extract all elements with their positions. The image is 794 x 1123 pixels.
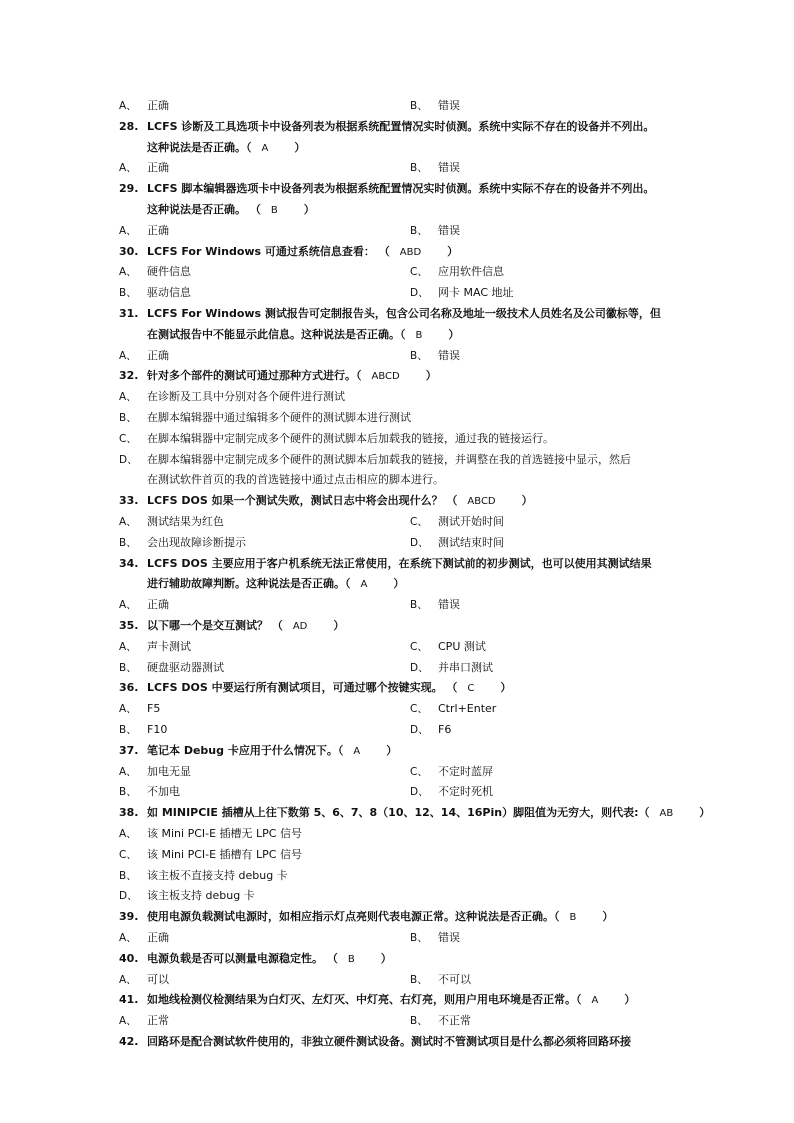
question-text: LCFS 脚本编辑器选项卡中设备列表为根据系统配置情况实时侦测。系统中实际不存在的设备并不列出。 xyxy=(147,182,655,196)
option-label: C、 xyxy=(410,703,428,716)
question-number: 29. xyxy=(119,182,139,196)
question-line xyxy=(0,803,794,823)
option-text: 不定时蓝屏 xyxy=(438,764,493,778)
option-label: D、 xyxy=(119,453,138,466)
option-label: A、 xyxy=(119,349,137,362)
option-label: B、 xyxy=(119,287,137,300)
option-row xyxy=(0,96,794,116)
option-label: B、 xyxy=(119,869,137,882)
option-row xyxy=(0,866,794,886)
option-label: C、 xyxy=(410,640,428,653)
answer-close: ） xyxy=(624,993,636,1007)
question-text: 电源负载是否可以测量电源稳定性。 （ B ） xyxy=(147,951,392,965)
answer-key: ABD xyxy=(399,246,422,258)
question-number: 35. xyxy=(119,619,139,632)
option-text: 错误 xyxy=(438,348,460,362)
option-row xyxy=(0,886,794,906)
option-row xyxy=(0,470,794,490)
answer-key: B xyxy=(569,912,577,924)
question-number: 32. xyxy=(119,369,139,383)
option-row xyxy=(0,595,794,615)
option-text: 在测试软件首页的我的首选链接中通过点击相应的脚本进行。 xyxy=(147,473,444,487)
question-line xyxy=(0,1032,794,1052)
option-label: B、 xyxy=(410,1015,428,1028)
question-number: 28. xyxy=(119,119,139,133)
option-label: B、 xyxy=(119,661,137,674)
answer-key: A xyxy=(591,995,599,1007)
question-text: LCFS For Windows 测试报告可定制报告头，包含公司名称及地址一级技术人员姓名及公司徽标等，但 xyxy=(147,307,661,320)
option-label: A、 xyxy=(119,599,137,612)
option-text: F5 xyxy=(147,702,161,716)
answer-close: ） xyxy=(699,806,711,820)
option-text: 在诊断及工具中分别对各个硬件进行测试 xyxy=(147,390,345,404)
option-text: 不可以 xyxy=(438,972,471,986)
question-number: 36. xyxy=(119,681,139,695)
option-label: A、 xyxy=(119,973,137,986)
question-text: LCFS DOS 主要应用于客户机系统无法正常使用，在系统下测试前的初步测试，也可以使用其测试结果 xyxy=(147,556,652,570)
option-label: A、 xyxy=(119,391,137,404)
question-text: 针对多个部件的测试可通过那种方式进行。（ ABCD ） xyxy=(147,369,437,383)
option-label: D、 xyxy=(410,724,429,736)
option-text: 错误 xyxy=(438,99,460,112)
option-text: 正确 xyxy=(147,99,169,112)
option-label: A、 xyxy=(119,516,137,528)
option-text: 在脚本编辑器中定制完成多个硬件的测试脚本后加载我的链接，通过我的链接运行。 xyxy=(147,431,554,445)
question-line xyxy=(0,741,794,761)
answer-close: ） xyxy=(294,140,306,154)
option-label: B、 xyxy=(410,932,428,944)
question-text: LCFS For Windows 可通过系统信息查看： （ ABD ） xyxy=(147,244,459,258)
option-row xyxy=(0,429,794,449)
option-text: F10 xyxy=(147,723,168,736)
option-text: 该主板不直接支持 debug 卡 xyxy=(147,868,288,882)
question-text: 这种说法是否正确。 （ B ） xyxy=(147,203,315,216)
question-text: 回路环是配合测试软件使用的，非独立硬件测试设备。测试时不管测试项目是什么都必须将回路环接 xyxy=(147,1035,631,1048)
question-line xyxy=(0,949,794,969)
option-text: 错误 xyxy=(438,931,460,944)
option-row xyxy=(0,637,794,657)
question-line xyxy=(0,990,794,1010)
answer-key: AB xyxy=(659,808,674,820)
option-text: 错误 xyxy=(438,223,460,237)
question-line xyxy=(0,179,794,199)
option-text: 可以 xyxy=(147,972,169,986)
option-row xyxy=(0,512,794,532)
option-text: 该 Mini PCI-E 插槽无 LPC 信号 xyxy=(147,827,302,840)
option-text: 测试结束时间 xyxy=(438,535,504,549)
option-label: B、 xyxy=(410,973,428,986)
question-line xyxy=(0,616,794,636)
option-text: 并串口测试 xyxy=(438,660,493,674)
option-text: 正常 xyxy=(147,1014,169,1028)
option-row xyxy=(0,699,794,719)
option-label: A、 xyxy=(119,765,137,778)
answer-close: ） xyxy=(447,244,459,258)
option-text: 不正常 xyxy=(438,1014,471,1028)
option-label: A、 xyxy=(119,640,137,653)
option-label: A、 xyxy=(119,100,137,112)
option-label: A、 xyxy=(119,932,137,944)
option-row xyxy=(0,928,794,948)
question-line xyxy=(0,366,794,386)
question-text: 这种说法是否正确。（ A ） xyxy=(147,140,306,154)
question-number: 31. xyxy=(119,307,139,320)
option-label: A、 xyxy=(119,703,137,716)
question-line xyxy=(0,304,794,324)
option-text: 错误 xyxy=(438,598,460,612)
question-text: 使用电源负载测试电源时，如相应指示灯点亮则代表电源正常。这种说法是否正确。（ B ） xyxy=(147,910,614,924)
question-number: 34. xyxy=(119,556,139,570)
option-row xyxy=(0,1011,794,1031)
question-text: LCFS DOS 中要运行所有测试项目，可通过哪个按键实现。 （ C ） xyxy=(147,681,512,695)
option-text: 该主板支持 debug 卡 xyxy=(147,889,255,903)
answer-close: ） xyxy=(386,743,398,757)
answer-key: B xyxy=(415,329,423,341)
option-row xyxy=(0,970,794,990)
option-row xyxy=(0,221,794,241)
option-text: 正确 xyxy=(147,598,169,612)
option-row xyxy=(0,408,794,428)
option-label: C、 xyxy=(410,765,428,778)
question-text: LCFS 诊断及工具选项卡中设备列表为根据系统配置情况实时侦测。系统中实际不存在的设备并不列出。 xyxy=(147,119,655,133)
option-row xyxy=(0,782,794,802)
answer-close: ） xyxy=(380,951,392,965)
question-text: 笔记本 Debug 卡应用于什么情况下。（ A ） xyxy=(147,743,398,757)
option-label: C、 xyxy=(410,266,428,279)
question-text: 进行辅助故障判断。这种说法是否正确。（ A ） xyxy=(147,577,405,591)
question-number: 33. xyxy=(119,494,139,508)
question-number: 42. xyxy=(119,1035,139,1048)
option-label: B、 xyxy=(410,599,428,612)
option-row xyxy=(0,158,794,178)
question-text: 以下哪一个是交互测试？ （ AD ） xyxy=(147,619,345,632)
question-number: 30. xyxy=(119,244,139,258)
answer-key: A xyxy=(353,745,361,757)
question-text: 如 MINIPCIE 插槽从上往下数第 5、6、7、8（10、12、14、16Pin）脚阻值为无穷大，则代表:（ AB ） xyxy=(147,806,711,820)
option-label: A、 xyxy=(119,828,137,840)
answer-close: ） xyxy=(425,369,437,383)
question-line xyxy=(0,574,794,594)
question-number: 38. xyxy=(119,806,139,820)
option-text: 驱动信息 xyxy=(147,286,191,300)
question-number: 41. xyxy=(119,993,139,1007)
option-row xyxy=(0,283,794,303)
option-label: D、 xyxy=(410,536,429,549)
answer-key: AD xyxy=(292,621,308,632)
option-text: 硬盘驱动器测试 xyxy=(147,660,224,674)
option-label: A、 xyxy=(119,266,137,279)
option-label: B、 xyxy=(119,412,137,424)
option-row xyxy=(0,450,794,470)
option-text: CPU 测试 xyxy=(438,639,486,653)
option-text: 网卡 MAC 地址 xyxy=(438,286,514,300)
question-line xyxy=(0,242,794,262)
question-line xyxy=(0,907,794,927)
option-text: 在脚本编辑器中通过编辑多个硬件的测试脚本进行测试 xyxy=(147,411,411,424)
option-label: B、 xyxy=(410,224,428,237)
question-line xyxy=(0,491,794,511)
option-label: B、 xyxy=(410,100,428,112)
question-text: LCFS DOS 如果一个测试失败，测试日志中将会出现什么？ （ ABCD ） xyxy=(147,494,533,508)
option-text: 正确 xyxy=(147,931,169,944)
option-label: A、 xyxy=(119,162,137,175)
option-label: D、 xyxy=(410,661,429,674)
question-line xyxy=(0,678,794,698)
question-line xyxy=(0,138,794,158)
option-text: 会出现故障诊断提示 xyxy=(147,535,246,549)
answer-key: B xyxy=(270,205,278,216)
answer-close: ） xyxy=(333,619,345,632)
option-text: 正确 xyxy=(147,348,169,362)
option-row xyxy=(0,824,794,844)
option-label: B、 xyxy=(410,349,428,362)
option-text: Ctrl+Enter xyxy=(438,702,497,716)
option-text: 硬件信息 xyxy=(147,265,191,279)
question-text: 在测试报告中不能显示此信息。这种说法是否正确。（ B ） xyxy=(147,327,460,341)
option-text: 正确 xyxy=(147,161,169,175)
option-row xyxy=(0,346,794,366)
answer-key: ABCD xyxy=(467,496,496,508)
option-row xyxy=(0,720,794,740)
answer-close: ） xyxy=(393,577,405,591)
question-line xyxy=(0,200,794,220)
option-text: 应用软件信息 xyxy=(438,265,504,279)
option-text: 声卡测试 xyxy=(147,639,191,653)
option-label: D、 xyxy=(410,287,429,300)
answer-close: ） xyxy=(500,681,512,695)
question-line xyxy=(0,554,794,574)
question-number: 40. xyxy=(119,951,139,965)
question-text: 如地线检测仪检测结果为白灯灭、左灯灭、中灯亮、右灯亮，则用户用电环境是否正常。（ A ） xyxy=(147,993,636,1007)
option-text: 不定时死机 xyxy=(438,785,493,799)
option-label: A、 xyxy=(119,1015,137,1028)
option-label: D、 xyxy=(119,890,138,903)
option-row xyxy=(0,658,794,678)
answer-key: C xyxy=(467,683,475,695)
option-label: D、 xyxy=(410,786,429,799)
option-label: C、 xyxy=(119,432,137,445)
answer-close: ） xyxy=(448,327,460,341)
answer-close: ） xyxy=(303,203,315,216)
option-text: 在脚本编辑器中定制完成多个硬件的测试脚本后加载我的链接，并调整在我的首选链接中显示，然后 xyxy=(147,452,631,466)
option-label: C、 xyxy=(410,516,428,528)
option-label: A、 xyxy=(119,224,137,237)
option-row xyxy=(0,762,794,782)
question-line xyxy=(0,117,794,137)
option-label: B、 xyxy=(410,162,428,175)
option-row xyxy=(0,845,794,865)
option-row xyxy=(0,533,794,553)
answer-key: ABCD xyxy=(371,371,400,383)
option-row xyxy=(0,387,794,407)
answer-key: B xyxy=(347,953,355,965)
option-text: 不加电 xyxy=(147,785,180,799)
option-text: 加电无显 xyxy=(147,764,191,778)
question-line xyxy=(0,325,794,345)
option-label: B、 xyxy=(119,786,137,799)
option-label: B、 xyxy=(119,536,137,549)
question-number: 37. xyxy=(119,743,139,757)
answer-key: A xyxy=(261,142,269,154)
option-text: F6 xyxy=(438,723,452,736)
option-row xyxy=(0,262,794,282)
option-text: 测试结果为红色 xyxy=(147,515,224,528)
answer-key: A xyxy=(360,579,368,591)
option-text: 该 Mini PCI-E 插槽有 LPC 信号 xyxy=(147,847,302,861)
option-label: B、 xyxy=(119,724,137,736)
option-text: 测试开始时间 xyxy=(438,515,504,528)
answer-close: ） xyxy=(602,910,614,924)
option-text: 正确 xyxy=(147,223,169,237)
question-number: 39. xyxy=(119,910,139,924)
option-label: C、 xyxy=(119,848,137,861)
option-text: 错误 xyxy=(438,161,460,175)
answer-close: ） xyxy=(521,494,533,508)
